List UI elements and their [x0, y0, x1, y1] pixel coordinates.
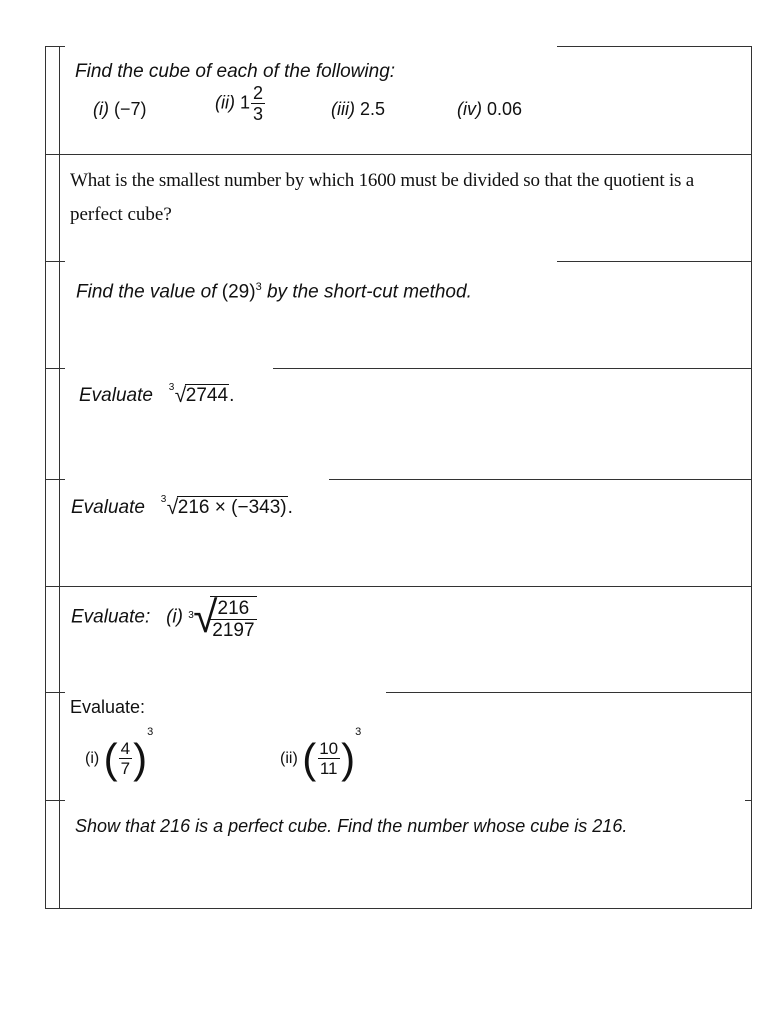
fraction [317, 740, 340, 777]
cube-root [161, 496, 288, 520]
row-divider [557, 261, 752, 262]
fraction-numerator: 4 [120, 739, 131, 759]
left-paren-icon: ( [103, 734, 118, 782]
question-4-word: Evaluate [79, 384, 153, 406]
question-4-tail: . [229, 384, 235, 406]
root-index: 3 [188, 610, 194, 621]
cube-root-of-fraction [188, 593, 258, 642]
worksheet-table [45, 46, 752, 909]
question-8 [75, 816, 627, 838]
question-5 [71, 496, 293, 520]
exponent: 3 [147, 726, 154, 738]
question-1-item-ii [215, 84, 266, 123]
row-divider [45, 800, 65, 801]
row-divider [45, 368, 65, 369]
top-border-left [45, 46, 65, 47]
mixed-number-whole: 1 [240, 92, 251, 113]
item-value: 0.06 [487, 99, 523, 119]
question-3 [76, 281, 472, 304]
question-3-exponent: 3 [255, 281, 262, 293]
radical-sign-icon: √ [174, 384, 187, 407]
question-8-text: Show that 216 is a perfect cube. Find the number whose cube is 216. [75, 816, 628, 836]
row-divider [386, 692, 752, 693]
root-index: 3 [160, 494, 167, 505]
row-divider [329, 479, 752, 480]
question-3-prefix: Find the value of [76, 281, 217, 303]
right-paren-icon: ) [133, 734, 148, 782]
item-value: (−7) [114, 99, 147, 119]
right-border [751, 46, 752, 909]
question-4 [79, 384, 234, 408]
question-1-prompt: Find the cube of each of the following: [75, 61, 396, 82]
fraction [119, 740, 132, 777]
question-6-label: (i) [166, 606, 183, 628]
fraction-numerator: 10 [319, 739, 339, 759]
fraction-numerator: 2 [253, 83, 264, 103]
question-6-word: Evaluate: [71, 606, 151, 628]
item-label: (ii) [215, 92, 235, 113]
left-paren-icon: ( [302, 734, 317, 782]
fraction-numerator: 216 [217, 598, 250, 619]
row-divider [45, 692, 65, 693]
row-divider [45, 261, 65, 262]
fraction-denominator: 7 [120, 759, 131, 779]
cube-root [169, 384, 229, 408]
right-paren-icon: ) [341, 734, 356, 782]
question-7-item-ii [280, 726, 361, 780]
question-7-word: Evaluate: [70, 697, 146, 717]
question-1-item-i [93, 99, 147, 121]
question-1-item-iii [331, 99, 385, 121]
question-7-item-i [85, 726, 153, 780]
radical-sign-icon: √ [166, 496, 179, 519]
question-3-base: (29) [221, 281, 256, 303]
radical-sign-icon: √ [193, 593, 218, 642]
fraction-denominator: 2197 [212, 620, 255, 641]
fraction-denominator: 11 [319, 759, 338, 779]
question-2-line-2: perfect cube? [70, 204, 172, 225]
row-divider [45, 154, 752, 155]
item-label: (i) [85, 750, 100, 768]
radicand: 2744 [185, 385, 229, 406]
fraction [251, 84, 265, 123]
root-index: 3 [168, 382, 175, 393]
item-label: (iii) [331, 99, 355, 119]
radicand: 216 × (−343) [177, 497, 287, 518]
row-divider [745, 800, 752, 801]
question-5-tail: . [287, 496, 293, 518]
left-inner-border [59, 46, 60, 909]
fraction-denominator: 3 [253, 104, 264, 124]
item-label: (i) [93, 99, 109, 119]
row-divider [45, 586, 752, 587]
question-6 [71, 593, 259, 642]
question-2-line-1: What is the smallest number by which 1600 must be divided so that the quotient is a [70, 170, 695, 191]
left-border [45, 46, 46, 909]
question-5-word: Evaluate [71, 496, 145, 518]
question-3-suffix: by the short-cut method. [266, 281, 472, 303]
item-label: (ii) [280, 750, 298, 768]
exponent: 3 [355, 726, 362, 738]
row-divider [273, 368, 752, 369]
top-border-right [557, 46, 752, 47]
bottom-border [45, 908, 752, 909]
item-value: 2.5 [360, 99, 386, 119]
item-label: (iv) [457, 99, 482, 119]
question-1-item-iv [457, 99, 522, 121]
row-divider [45, 479, 65, 480]
